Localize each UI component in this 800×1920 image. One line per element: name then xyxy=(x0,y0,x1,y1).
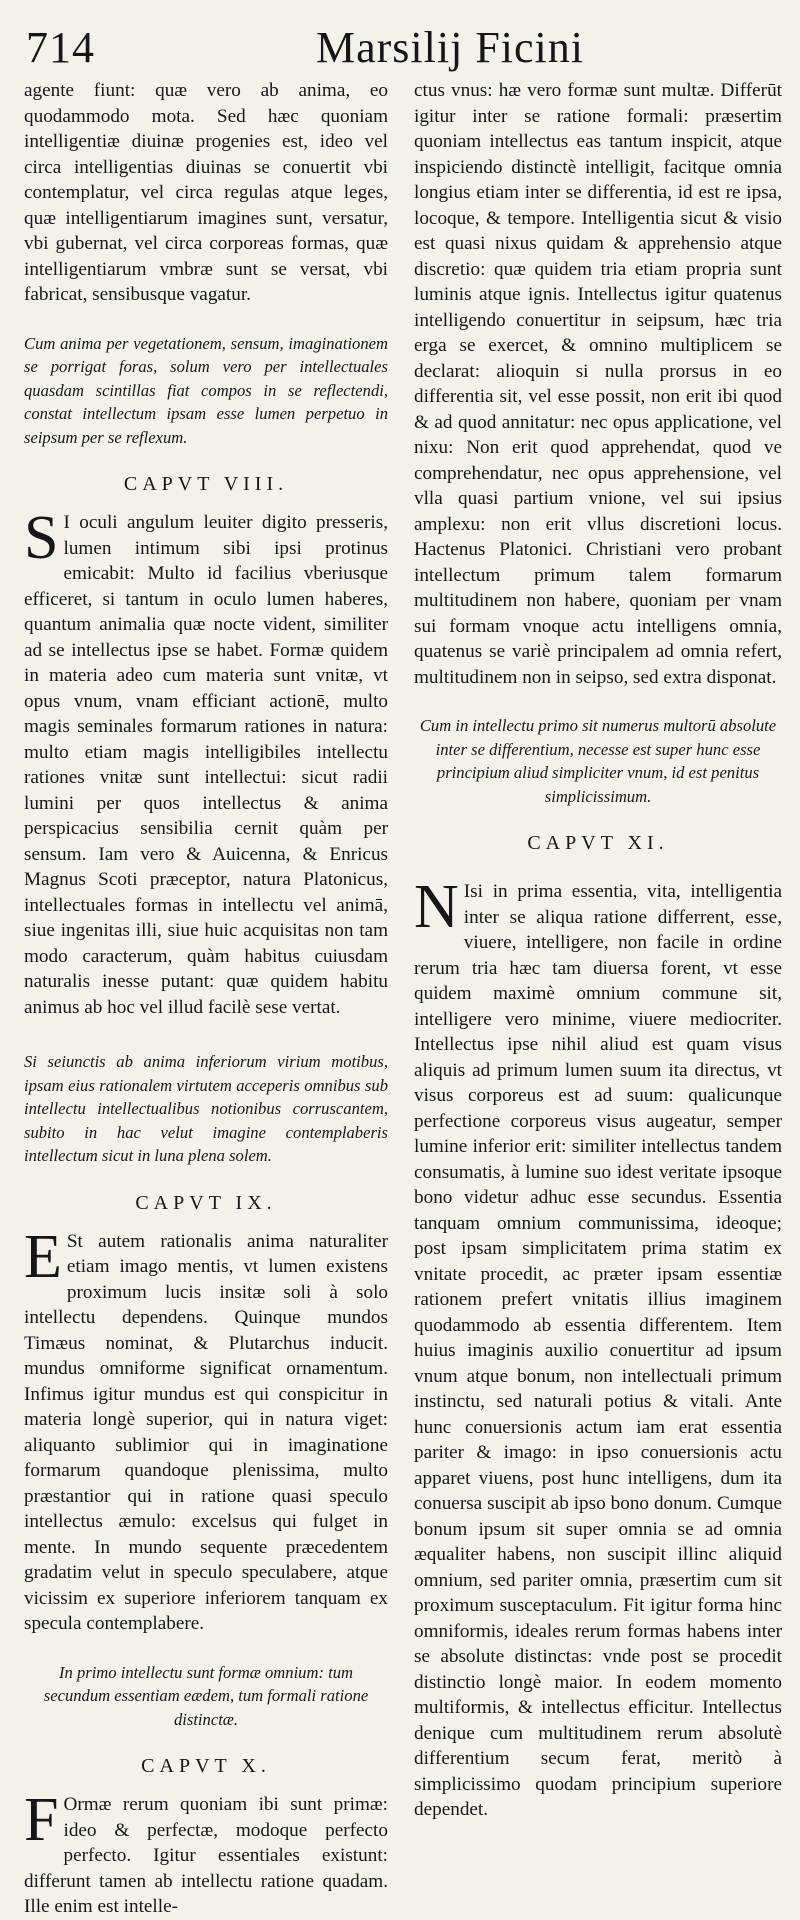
chapter-9-initial: E xyxy=(24,1222,62,1291)
chapter-10-summary: In primo intellectu sunt formæ omnium: tum secundum essentiam eædem, tum formali ratione distinctæ. xyxy=(43,1662,369,1729)
chapter-9-text xyxy=(24,1222,388,1637)
running-title: Marsilij Ficini xyxy=(316,23,584,72)
chapter-9-heading: CAPVT IX. xyxy=(135,1191,277,1214)
chapter-10-text xyxy=(24,1786,388,1920)
chapter-10-body: Ormæ rerum quoniam ibi sunt primæ: ideo & perfectæ, modoque perfecto perfecto. Igitur essentiales existunt: differunt tamen ab intellectu ratione quadam. Ille enim est intelle- xyxy=(24,1794,388,1917)
page-header xyxy=(26,16,782,78)
chapter-11-body: Isi in prima essentia, vita, intelligentia inter se aliqua ratione differrent, esse, viuere, intelligere, non facile in ordine rerum tria hæc tam diuersa forent, vt esse quidem maximè omnium commune sit, intelligere vero minime, viuere mediocriter. Intellectus ipse nihil aliud est quam visus aliquis ad primum lumen suum ita directus, vt visus corporeus est ad suum: qualicunque perfectione corporeus visus augeatur, semper lumine inferior erit: similiter intellectus tandem consumatis, à lumine suo idest veritate ipsoque bono videtur adhuc esse secundus. Essentia tanquam omnium communissima, ideoque; post ipsam simplicitatem prima statim ex vnitate procedit, ac præter ipsam essentiæ rationem prefert vnitatis illius imaginem quodammodo ab essentia differentem. Item huius imaginis auxilio conuertitur ad ipsum vnum atque bonum, non intellectuali primum instinctu, sed naturali potius & vitali. Ante hunc conuersionis actum iam erat essentia pariter & imago: in ipso conuersionis actu apparet viuens, post hunc intelligens, dum ita conuersa suscipit ab ipso bono donum. Cumque bonum ipsum sit super omnia se ad omnia æqualiter habens, non suscipit illinc aliquid omnium, sed pariter omnia, præsertim cum sit proximum susceptaculum. Fit igitur forma hinc omniformis, ideales rerum formas habens inter se absolute distinctas: vnde post se procedit distinctio longè maior. In eodem momento multiformis, & intellectus efficitur. Intellectus denique cum multitudinem rerum absolutè differentium secum ferat, meritò à simplicissimo quodam principium superiore dependet. xyxy=(414,881,782,1820)
chapter-8-body: I oculi angulum leuiter digito presseris, lumen intimum sibi ipsi protinus emicabit: Multo id facilius vberiusque efficeret, si tantum in oculo lumen haberes, quantum animalia quæ nocte vident, similiter ad se intellectus ipse se habet. Formæ quidem in materia adeo cum materia sunt vnitæ, vt opus vnum, vnam efficiant actionē, multo magis seminales formarum rationes in natura: multo etiam magis intelligibiles intellectu rationes vnitæ sunt intellectui: sicut radii lumini per quos intellectus & anima perspicacius sensibilia cernit quàm per sensum. Iam vero & Auicenna, & Enricus Magnus Scoti præceptor, natura Platonicus, intellectuales formas in intellectu vel animā, siue ingenitas illi, siue huic acquisitas non tam modo caracterum, quàm habitus cuiusdam naturalis inesse putant: quæ quidem habitu animus ab hoc vel illud facilè sese vertat. xyxy=(24,512,388,1018)
left-column xyxy=(24,78,388,1920)
chapter-11-summary: Cum in intellectu primo sit numerus multorū absolute inter se differentium, necesse est super hunc esse principium aliud simpliciter vnum, id est penitus simplicissimum. xyxy=(419,716,777,806)
page-number: 714 xyxy=(26,23,95,72)
chapter-9-body: St autem rationalis anima naturaliter etiam imago mentis, vt lumen existens proximum lucis insitæ soli à solo intellectu dependens. Quinque mundos Timæus nominat, & Plutarchus inducit. mundus omniforme significat ornamentum. Infimus igitur mundus est qui conspicitur in materia longè superior, qui in natura viget: aliquanto sublimior qui in imaginatione formarum quandoque plenissima, multo præstantior qui in ratione quasi speculo intellectus æmulo: excelsus qui fulget in mente. In mundo sequente præcedentem gradatim velut in speculo speculabere, atque vicissim ex superiore inferiorem tanquam ex specula contemplabere. xyxy=(24,1230,388,1634)
chapter-10-initial: F xyxy=(24,1786,59,1854)
chapter-10-heading: CAPVT X. xyxy=(141,1755,271,1777)
chapter-9-summary: Si seiunctis ab anima inferiorum virium motibus, ipsam eius rationalem virtutem acceperis omnibus sub intellectu intellectualibus notionibus corruscantem, subito in hac velut imagine contemplaberis intellectum sicut in luna plena solem. xyxy=(24,1052,388,1165)
paragraph-continued: ctus vnus: hæ vero formæ sunt multæ. Differūt igitur inter se ratione formali: præsertim quoniam intellectus eas tantum inspicit, atque inspiciendo distinctè intelligit, facitque omnia longius etiam inter se differentia, id est re ipsa, locoque, & tempore. Intelligentia sicut & visio est quasi nixus quidam & apprehensio atque discretio: quæ quidem tria etiam propria sunt luminis atque ignis. Intellectus igitur quatenus intelligendo conuertitur in seipsum, hæc tria erga se exercet, & omnino multiplicem se declarat: alioquin si nulla prorsus in eo differentia sit, vel esse possit, non erit ibi quod & ad quod annitatur: nec opus applicatione, vel nixu: Non erit quod apprehendat, quod ve comprehendatur, nec opus apprehensione, vel vlla quasi partium vnione, vel sui ipsius amplexu: non erit vllus discretioni locus. Hactenus Platonici. Christiani vero probant intellectum primum talem formarum multitudinem non habere, quoniam per vnam sui formam vnoque actu intelligens omnia, quatenus se variè principalem ad omnia refert, multitudinem non in seipso, sed extra disponat. xyxy=(414,80,782,688)
chapter-11-initial: N xyxy=(414,873,459,941)
chapter-8-text xyxy=(24,504,388,1020)
paragraph-intro: agente fiunt: quæ vero ab anima, eo quodammodo mota. Sed hæc quoniam intelligentiæ diuinæ progenies est, ideo vel circa intelligentias diuinas se conuertit vbi contemplatur, vel circa regulas atque leges, quæ intelligentiarum imagines sunt, versatur, vbi gubernat, vel circa corporeas formas, quæ intelligentiarum vmbræ sunt se versat, vbi fabricat, sensibusque vagatur. xyxy=(24,80,388,305)
chapter-11-text xyxy=(414,873,782,1823)
chapter-11-heading: CAPVT XI. xyxy=(527,832,669,854)
chapter-8-heading: CAPVT VIII. xyxy=(123,473,289,495)
chapter-8-initial: S xyxy=(24,504,59,572)
right-column xyxy=(414,78,782,1823)
chapter-8-summary: Cum anima per vegetationem, sensum, imaginationem se porrigat foras, solum vero per intellectuales quasdam scintillas fiat compos in se reflectendi, constat intellectum ipsam esse lumen perpetuo in seipsum per se reflexum. xyxy=(24,333,388,447)
